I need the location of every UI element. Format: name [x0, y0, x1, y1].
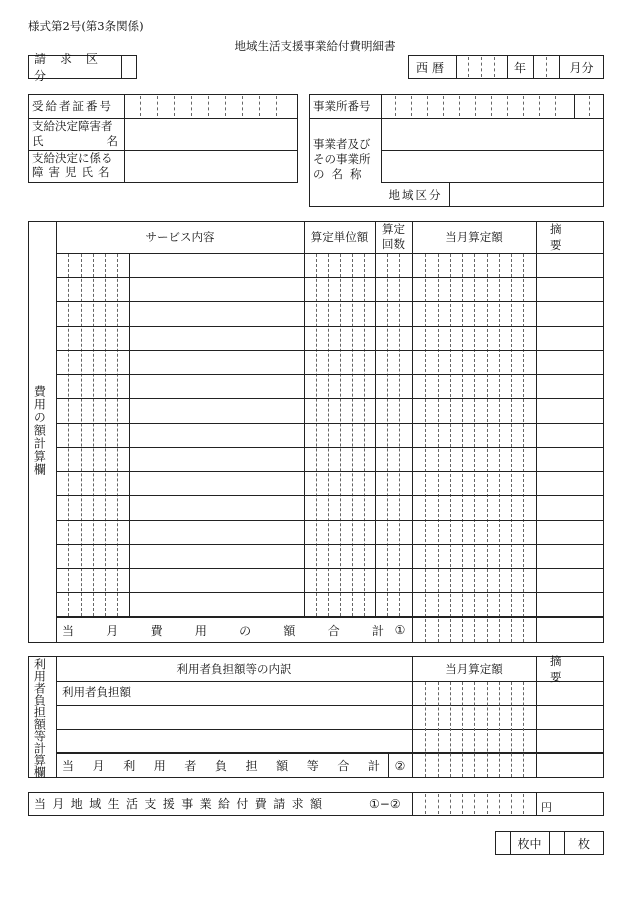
claim-unit: 円	[541, 801, 552, 814]
service-row[interactable]	[57, 327, 535, 350]
service-row[interactable]	[57, 593, 535, 615]
col-unit-price: 算定単位額	[310, 230, 369, 244]
billing-category-input[interactable]	[122, 56, 136, 78]
service-row[interactable]	[57, 472, 535, 495]
year-input[interactable]	[457, 56, 506, 78]
office-number-input[interactable]	[382, 95, 603, 117]
col-remarks: 摘要	[550, 222, 576, 252]
col-count-1: 算定	[382, 222, 405, 236]
billing-category-label: 請求区分	[34, 52, 113, 83]
service-row[interactable]	[57, 545, 535, 568]
service-row[interactable]	[57, 448, 535, 471]
burden-col-remarks: 摘要	[550, 653, 576, 684]
office-number-label: 事業所番号	[313, 99, 371, 113]
page-sheet-label: 枚	[577, 836, 590, 851]
form-number: 様式第2号(第3条関係)	[28, 19, 144, 33]
user-burden-label: 利用者負担額	[62, 685, 131, 699]
era-label: 西暦	[415, 60, 448, 75]
cost-total-marker: ①	[394, 623, 406, 637]
service-row[interactable]	[57, 302, 535, 325]
page-total-input[interactable]	[550, 832, 563, 854]
month-label: 月分	[569, 60, 594, 75]
burden-total-label: 当 月 利 用 者 負 担 額 等 合 計	[62, 759, 380, 773]
burden-row[interactable]	[57, 706, 535, 728]
region-label: 地域区分	[388, 187, 443, 202]
cost-total-label: 当 月 費 用 の 額 合 計	[62, 623, 384, 638]
col-service: サービス内容	[145, 230, 215, 244]
region-input[interactable]	[450, 183, 603, 206]
burden-total-input[interactable]	[413, 754, 535, 777]
claim-amount-input[interactable]	[413, 793, 535, 815]
burden-col-amount: 当月算定額	[445, 661, 503, 676]
child-name-label-2: 障害児氏名	[32, 165, 115, 179]
disabled-name-input[interactable]	[125, 119, 297, 149]
service-row[interactable]	[57, 351, 535, 374]
page-of-label: 枚中	[517, 836, 542, 851]
disabled-name-label-1: 支給決定障害者	[32, 119, 113, 133]
service-row[interactable]	[57, 254, 535, 277]
operator-name-input-1[interactable]	[382, 119, 603, 149]
cost-side-label: 費用の額計算欄	[32, 385, 47, 476]
service-row[interactable]	[57, 569, 535, 592]
year-label: 年	[513, 60, 526, 75]
page-current-input[interactable]	[496, 832, 509, 854]
service-row[interactable]	[57, 424, 535, 447]
cost-total-input[interactable]	[413, 618, 535, 642]
col-breakdown: 利用者負担額等の内訳	[176, 661, 292, 676]
disabled-name-label-2: 氏 名	[32, 134, 118, 148]
user-burden-input[interactable]	[413, 682, 535, 704]
operator-label-1: 事業者及び	[313, 137, 371, 151]
cert-number-label: 受給者証番号	[32, 99, 113, 113]
service-row[interactable]	[57, 399, 535, 422]
month-input[interactable]	[534, 56, 558, 78]
operator-label-2: その事業所	[313, 152, 371, 166]
claim-label: 当月地域生活支援事業給付費請求額	[34, 797, 329, 811]
child-name-input[interactable]	[125, 151, 297, 182]
burden-row[interactable]	[57, 730, 535, 751]
service-row[interactable]	[57, 375, 535, 398]
cert-number-input[interactable]	[125, 95, 297, 117]
form-title: 地域生活支援事業給付費明細書	[234, 39, 396, 53]
col-count-2: 回数	[382, 237, 405, 251]
operator-name-input-2[interactable]	[382, 151, 603, 181]
col-amount: 当月算定額	[445, 230, 503, 244]
burden-total-marker: ②	[394, 758, 406, 773]
service-row[interactable]	[57, 521, 535, 544]
child-name-label-1: 支給決定に係る	[32, 151, 113, 165]
operator-label-3: の名称	[313, 167, 369, 181]
claim-formula: ①−②	[369, 797, 401, 811]
service-row[interactable]	[57, 496, 535, 519]
service-row[interactable]	[57, 278, 535, 301]
burden-side-label: 利用者負担額等計算欄	[32, 658, 47, 778]
